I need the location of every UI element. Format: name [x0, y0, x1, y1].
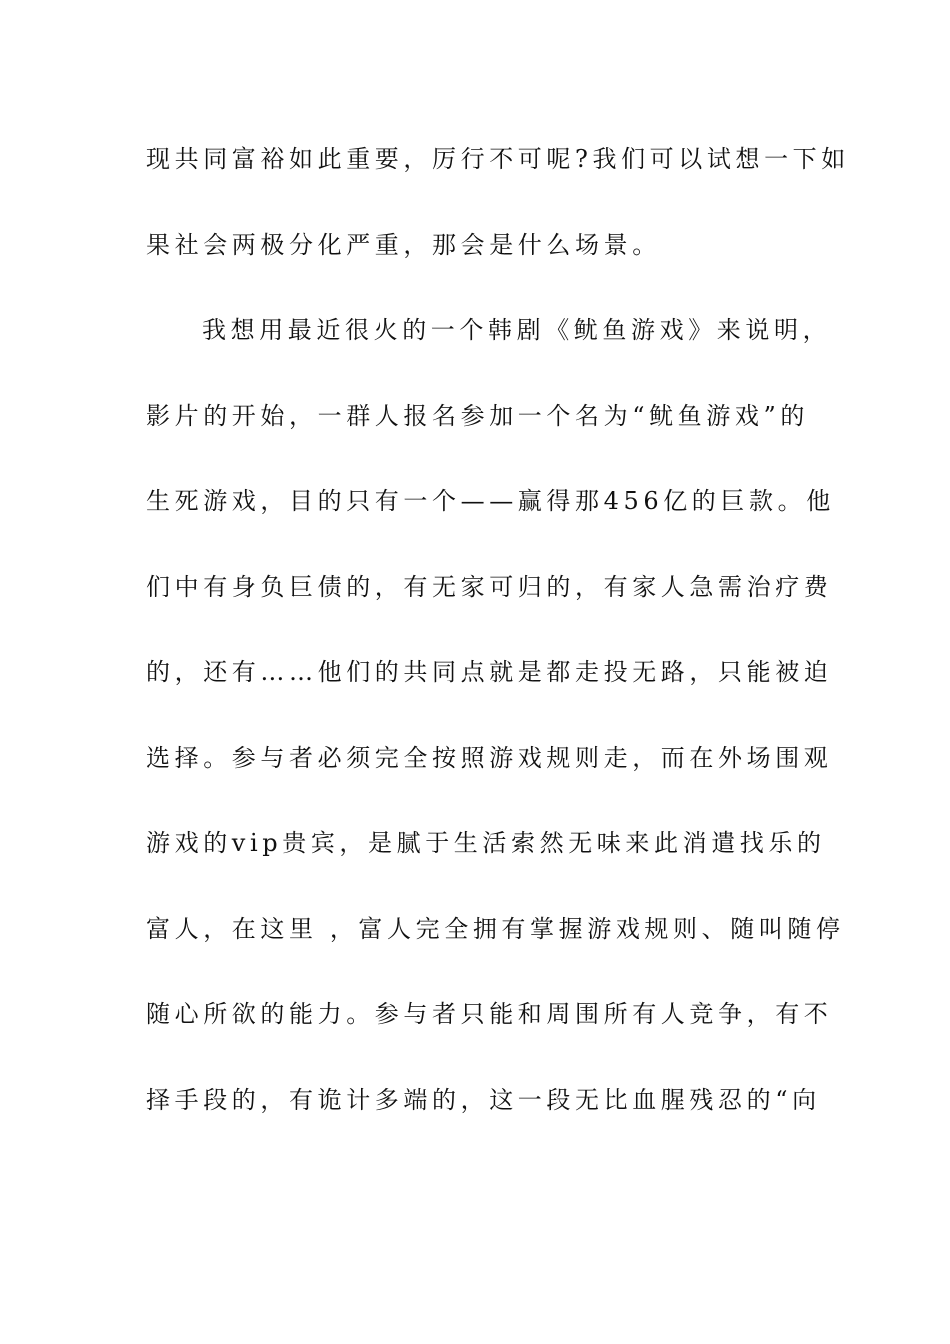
text-line: 现共同富裕如此重要，厉行不可呢?我们可以试想一下如	[146, 145, 850, 173]
text-line: 果社会两极分化严重，那会是什么场景。	[146, 230, 661, 259]
text-line: 影片的开始，一群人报名参加一个名为“鱿鱼游戏”的	[146, 401, 809, 430]
text-line: 们中有身负巨债的，有无家可归的，有家人急需治疗费	[146, 572, 833, 601]
text-line: 富人，在这里 ，富人完全拥有掌握游戏规则、随叫随停	[146, 914, 845, 943]
text-line: 的，还有……他们的共同点就是都走投无路，只能被迫	[146, 658, 833, 686]
text-line: 生死游戏，目的只有一个——赢得那456亿的巨款。他	[146, 487, 835, 515]
text-line: 选择。参与者必须完全按照游戏规则走，而在外场围观	[146, 743, 833, 772]
body-text	[146, 133, 850, 1159]
text-line: 随心所欲的能力。参与者只能和周围所有人竞争，有不	[146, 1000, 833, 1028]
text-line: 择手段的，有诡计多端的，这一段无比血腥残忍的“向	[146, 1085, 821, 1114]
text-line: 游戏的vip贵宾，是腻于生活索然无味来此消遣找乐的	[146, 829, 826, 857]
paragraph-first-line: 我想用最近很火的一个韩剧《鱿鱼游戏》来说明，	[202, 316, 832, 344]
